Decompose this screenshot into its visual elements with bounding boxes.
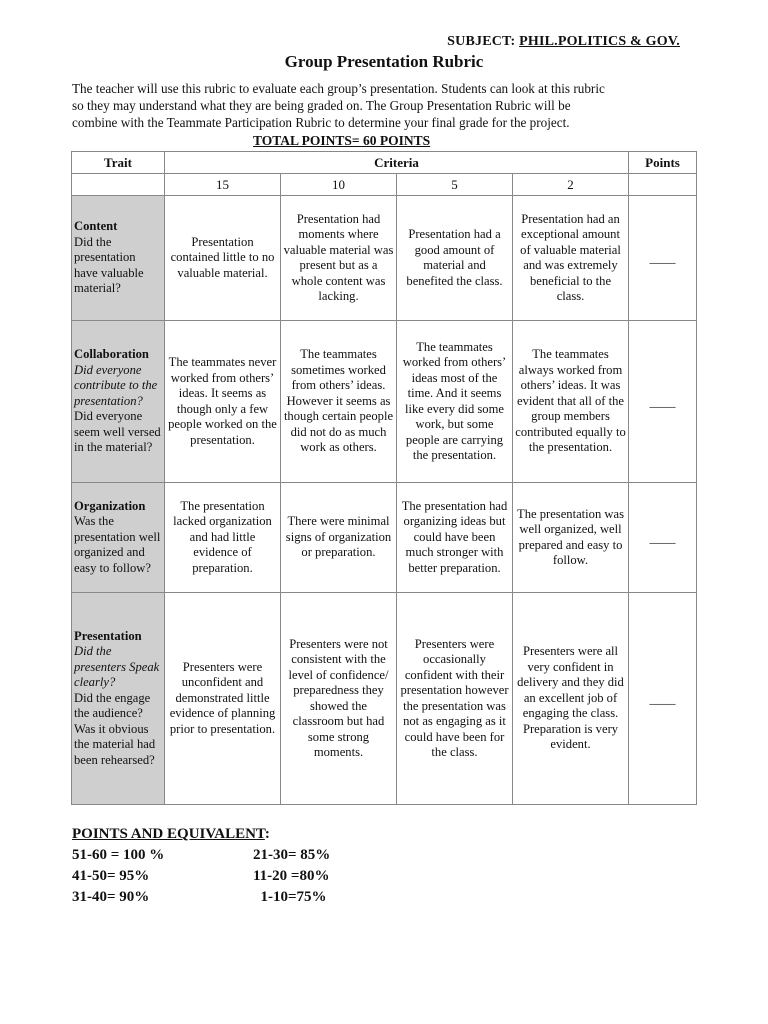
trait-italic-question: Did the presenters Speak clearly?: [74, 644, 160, 690]
rubric-table: [71, 151, 697, 805]
criteria-cell: The teammates never worked from others’ ideas. It seems as though only a few people worked on the presentation.: [165, 321, 281, 483]
subject-value: PHIL.POLITICS & GOV.: [519, 34, 680, 49]
equivalent-row: [72, 866, 330, 887]
points-blank[interactable]: ____: [629, 593, 697, 805]
equivalent-colon: :: [264, 826, 270, 842]
criteria-cell: The presentation was well organized, well prepared and easy to follow.: [513, 483, 629, 593]
point-value: 15: [165, 174, 281, 196]
table-header-row: [72, 152, 697, 174]
equivalent-heading-line: [72, 824, 330, 845]
trait-title: Content: [74, 219, 118, 234]
criteria-cell: The teammates worked from others’ ideas most of the time. And it seems like every did some work, but some people are carrying the presentation.: [397, 321, 513, 483]
trait-cell: [72, 483, 165, 593]
point-values-row: [72, 174, 697, 196]
equivalent-row: [72, 845, 330, 866]
criteria-cell: Presentation had moments where valuable material was present but as a whole content was lacking.: [281, 196, 397, 321]
criteria-cell: Presentation had a good amount of material and benefited the class.: [397, 196, 513, 321]
equivalent-left: 41-50= 95%: [72, 868, 150, 884]
table-row: [72, 483, 697, 593]
equivalent-right: 1-10=75%: [253, 889, 327, 905]
page-title: Group Presentation Rubric: [284, 52, 484, 71]
table-row: [72, 196, 697, 321]
trait-title: Organization: [74, 498, 146, 513]
criteria-cell: Presenters were occasionally confident with their presentation however the presentation was not as engaging as it could have been for the class.: [397, 593, 513, 805]
criteria-cell: The teammates sometimes worked from others’ ideas. However it seems as though certain people did not do as much work as others.: [281, 321, 397, 483]
criteria-cell: The presentation lacked organization and had little evidence of preparation.: [165, 483, 281, 593]
trait-question: Was the presentation well organized and easy to follow?: [74, 514, 161, 575]
criteria-cell: The teammates always worked from others’ ideas. It was evident that all of the group members contributed equally to the presentation.: [513, 321, 629, 483]
intro-line: The teacher will use this rubric to evaluate each group’s presentation. Students can look at this rubric: [72, 81, 605, 96]
trait-cell: [72, 196, 165, 321]
criteria-cell: There were minimal signs of organization or preparation.: [281, 483, 397, 593]
criteria-cell: Presenters were unconfident and demonstrated little evidence of planning prior to presentation.: [165, 593, 281, 805]
points-equivalent-section: [72, 824, 330, 908]
criteria-cell: Presenters were not consistent with the level of confidence/ preparedness they showed the classroom but had some strong moments.: [281, 593, 397, 805]
subject-line: [447, 34, 680, 50]
trait-cell: [72, 593, 165, 805]
criteria-cell: The presentation had organizing ideas but could have been much stronger with better preparation.: [397, 483, 513, 593]
trait-cell: [72, 321, 165, 483]
equivalent-left: 31-40= 90%: [72, 889, 150, 905]
table-row: [72, 321, 697, 483]
criteria-cell: Presenters were all very confident in delivery and they did an excellent job of engaging the class. Preparation is very evident.: [513, 593, 629, 805]
criteria-cell: Presentation contained little to no valuable material.: [165, 196, 281, 321]
equivalent-left: 51-60 = 100 %: [72, 847, 165, 863]
equivalent-row: [72, 887, 330, 908]
trait-italic-question: Did everyone contribute to the presentation?: [74, 362, 158, 408]
header-points: Points: [629, 152, 697, 174]
points-blank[interactable]: ____: [629, 196, 697, 321]
table-row: [72, 593, 697, 805]
criteria-cell: Presentation had an exceptional amount of valuable material and was extremely beneficial to the class.: [513, 196, 629, 321]
points-blank[interactable]: ____: [629, 321, 697, 483]
trait-title: Collaboration: [74, 347, 149, 362]
intro-paragraph: [72, 80, 702, 131]
trait-question: Did the engage the audience? Was it obvious the material had been rehearsed?: [74, 690, 156, 767]
equivalent-right: 21-30= 85%: [253, 847, 331, 863]
equivalent-right: 11-20 =80%: [253, 868, 330, 884]
points-blank[interactable]: ____: [629, 483, 697, 593]
empty-cell: [72, 174, 165, 196]
intro-line: combine with the Teammate Participation Rubric to determine your final grade for the project.: [72, 115, 570, 130]
point-value: 10: [281, 174, 397, 196]
trait-title: Presentation: [74, 628, 142, 643]
header-trait: Trait: [72, 152, 165, 174]
empty-cell: [629, 174, 697, 196]
trait-question: Did everyone seem well versed in the material?: [74, 409, 161, 455]
header-criteria: Criteria: [165, 152, 629, 174]
intro-line: so they may understand what they are being graded on. The Group Presentation Rubric will be: [72, 98, 571, 113]
equivalent-heading: POINTS AND EQUIVALENT: [72, 826, 265, 842]
total-points: TOTAL POINTS= 60 POINTS: [253, 133, 431, 148]
subject-label: SUBJECT:: [447, 34, 516, 49]
point-value: 5: [397, 174, 513, 196]
point-value: 2: [513, 174, 629, 196]
trait-question: Did the presentation have valuable material?: [74, 234, 144, 296]
